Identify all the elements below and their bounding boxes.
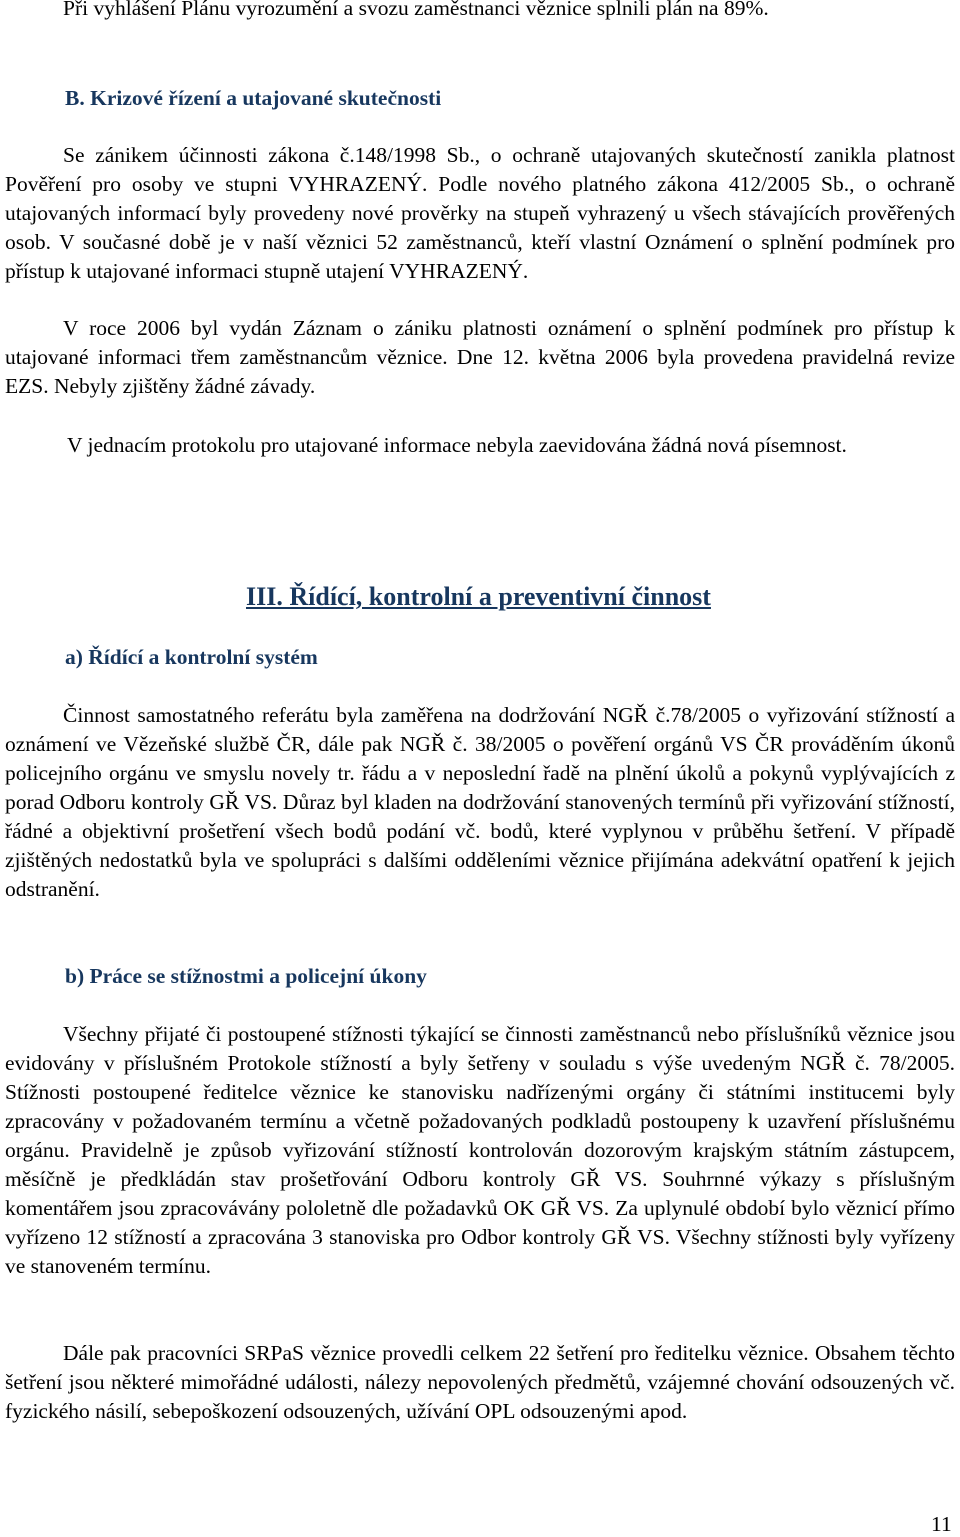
paragraph-classified-clearance: Se zánikem účinnosti zákona č.148/1998 Sb., o ochraně utajovaných skutečností zanikla platnost Pověření pro osoby ve stupni VYHRAZENÝ. Podle nového platného zákona 412/2005 Sb., o ochraně utajovaných informací byly provedeny nové prověrky na stupeň vyhrazený u všech stávajících prověřených osob. V současné době je v naší věznici 52 zaměstnanců, kteří vlastní Oznámení o splnění podmínek pro přístup k utajované informaci stupně utajení VYHRAZENÝ. [5,143,955,283]
chapter-heading-management-control: III. Řídící, kontrolní a preventivní činnost [246,582,711,611]
paragraph-evacuation-plan: Při vyhlášení Plánu vyrozumění a svozu zaměstnanci věznice splnili plán na 89%. [63,0,769,20]
page-number: 11 [931,1512,952,1536]
heading-control-system: a) Řídící a kontrolní systém [65,645,318,669]
paragraph-complaints: Všechny přijaté či postoupené stížnosti týkající se činnosti zaměstnanců nebo příslušníků věznice jsou evidovány v příslušném Protokole stížností a byly šetřeny v souladu s výše uvedeným NGŘ č. 78/2005. Stížnosti postoupené ředitelce věznice ke stanovisku nadřízenými orgány či státními institucemi byly zpracovány v požadovaném termínu a včetně požadovaných podkladů postoupeny k uzavření příslušnému orgánu. Pravidelně je způsob vyřizování stížností kontrolován dozorovým krajským státním zástupcem, měsíčně je předkládán stav prošetřování Odboru kontroly GŘ VS. Souhrnné výkazy s příslušným komentářem jsou zpracovávány pololetně dle požadavků OK GŘ VS. Za uplynulé období bylo věznicí přímo vyřízeno 12 stížností a zpracována 3 stanoviska pro Odbor kontroly GŘ VS. Všechny stížnosti byly vyřízeny ve stanoveném termínu. [5,1022,955,1278]
paragraph-classified-record: V roce 2006 byl vydán Záznam o zániku platnosti oznámení o splnění podmínek pro přístup k utajované informaci třem zaměstnancům věznice. Dne 12. května 2006 byla provedena pravidelná revize EZS. Nebyly zjištěny žádné závady. [5,316,955,398]
paragraph-srpas-investigations: Dále pak pracovníci SRPaS věznice provedli celkem 22 šetření pro ředitelku věznice. Obsahem těchto šetření jsou některé mimořádné události, nálezy nepovolených předmětů, vzájemné chování odsouzených vč. fyzického násilí, sebepoškození odsouzených, užívání OPL odsouzenými apod. [5,1341,955,1423]
heading-crisis-management: B. Krizové řízení a utajované skutečnosti [65,86,442,110]
paragraph-control-activities: Činnost samostatného referátu byla zaměřena na dodržování NGŘ č.78/2005 o vyřizování stížností a oznámení ve Vězeňské službě ČR, dále pak NGŘ č. 38/2005 o pověření orgánů VS ČR prováděním úkonů policejního orgánu ve smyslu novely tr. řádu a v neposlední řadě na plnění úkolů a pokynů vyplývajících z porad Odboru kontroly GŘ VS. Důraz byl kladen na dodržování stanovených termínů při vyřizování stížností, řádné a objektivní prošetření všech bodů podání vč. bodů, které vyplynou v průběhu šetření. V případě zjištěných nedostatků byla ve spolupráci s dalšími odděleními věznice přijímána adekvátní opatření k jejich odstranění. [5,703,955,901]
paragraph-classified-protocol: V jednacím protokolu pro utajované informace nebyla zaevidována žádná nová písemnost. [67,433,847,457]
heading-complaints-police: b) Práce se stížnostmi a policejní úkony [65,964,427,988]
